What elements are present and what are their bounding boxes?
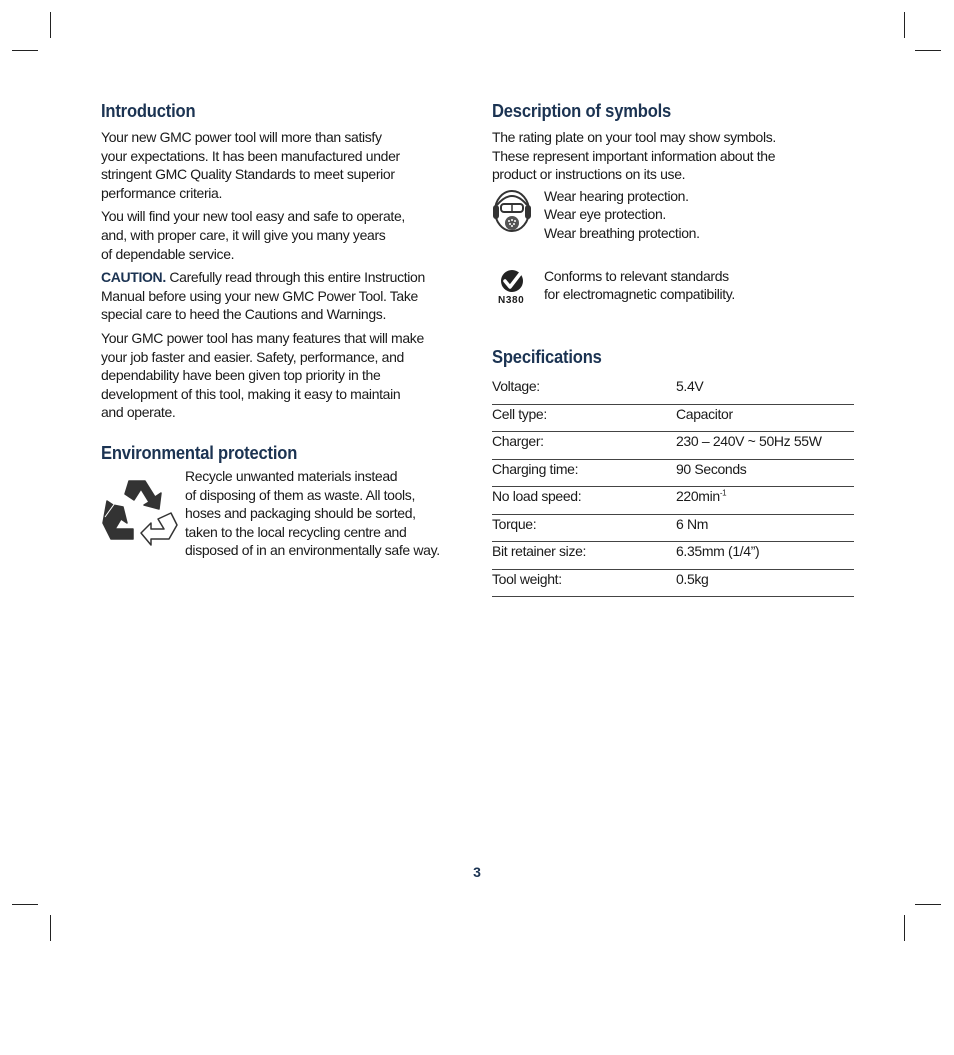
table-row	[492, 515, 854, 543]
spec-label: No load speed:	[492, 488, 582, 504]
spec-label: Bit retainer size:	[492, 543, 587, 559]
caution-label: CAUTION.	[101, 269, 166, 286]
spec-value	[676, 461, 746, 477]
ctick-text: Conforms to relevant standards for electromagnetic compatibility.	[544, 267, 735, 303]
crop-mark	[904, 915, 905, 941]
spec-label: Charging time:	[492, 460, 579, 477]
table-row	[492, 542, 854, 570]
spec-value-text: 230 – 240V ~ 50Hz 55W	[676, 433, 822, 449]
left-column	[101, 100, 451, 560]
spec-value	[676, 543, 759, 559]
introduction-paragraph: Your GMC power tool has many features that will make your job faster and easier. Safety, performance, and dependability have been given top priority in the development of this tool, making it easy to maintain and operate.	[101, 329, 424, 421]
spec-label: Voltage:	[492, 378, 540, 394]
crop-mark	[12, 50, 38, 51]
spec-label: Cell type:	[492, 405, 547, 422]
environmental-block	[101, 467, 451, 560]
table-row	[492, 377, 854, 405]
spec-value-text: 6 Nm	[676, 515, 709, 532]
c-tick-compliance-icon	[492, 265, 544, 306]
symbols-intro: The rating plate on your tool may show symbols. These represent important information about the product or instructions on its use.	[492, 129, 776, 183]
spec-value	[676, 571, 709, 587]
introduction-title: Introduction	[101, 101, 196, 121]
table-row	[492, 405, 854, 433]
environmental-title: Environmental protection	[101, 442, 298, 463]
spec-value	[676, 433, 822, 449]
spec-label: Tool weight:	[492, 570, 562, 587]
table-row	[492, 487, 854, 515]
spec-value-text: 90 Seconds	[676, 460, 747, 477]
introduction-paragraph: You will find your new tool easy and safe to operate, and, with proper care, it will give you many years of dependable service.	[101, 208, 405, 262]
spec-label: Charger:	[492, 433, 544, 449]
table-row	[492, 460, 854, 488]
caution-text: Carefully read through this entire Instruction Manual before using your new GMC Power Tool. Take special care to heed the Cautions and Warnings.	[101, 269, 425, 323]
spec-label: Torque:	[492, 515, 537, 532]
table-row	[492, 570, 854, 598]
table-row	[492, 432, 854, 460]
crop-mark	[50, 915, 51, 941]
spec-value-text: 220min	[676, 488, 720, 504]
recycling-icon	[101, 467, 185, 560]
environmental-text: Recycle unwanted materials instead of disposing of them as waste. All tools, hoses and packaging should be sorted, taken to the local recycling centre and disposed of in an environmentally safe way.	[185, 467, 440, 559]
spec-value-text: 6.35mm (1/4”)	[676, 543, 760, 559]
ppe-protection-icon	[492, 187, 544, 243]
symbols-title: Description of symbols	[492, 101, 672, 121]
specifications-title: Specifications	[492, 347, 602, 367]
spec-value	[676, 516, 708, 532]
ctick-code: N380	[498, 294, 525, 306]
specifications-table	[492, 377, 854, 597]
crop-mark	[915, 904, 941, 905]
crop-mark	[915, 50, 941, 51]
spec-value	[676, 488, 726, 504]
spec-value	[676, 406, 733, 422]
crop-mark	[50, 12, 51, 38]
spec-value-text: 0.5kg	[676, 570, 709, 587]
caution-paragraph	[101, 268, 451, 324]
right-column	[492, 100, 854, 367]
ppe-symbol-row	[492, 187, 854, 243]
spec-value-text: Capacitor	[676, 405, 733, 422]
ctick-symbol-row	[492, 265, 854, 306]
crop-mark	[12, 904, 38, 905]
spec-value-text: 5.4V	[676, 378, 704, 394]
page-number: 3	[473, 864, 481, 880]
ppe-text: Wear hearing protection. Wear eye protection. Wear breathing protection.	[544, 187, 700, 241]
introduction-paragraph: Your new GMC power tool will more than satisfy your expectations. It has been manufactured under stringent GMC Quality Standards to meet superior performance criteria.	[101, 129, 400, 201]
spec-value	[676, 378, 703, 394]
spec-value-superscript: -1	[719, 488, 727, 498]
crop-mark	[904, 12, 905, 38]
